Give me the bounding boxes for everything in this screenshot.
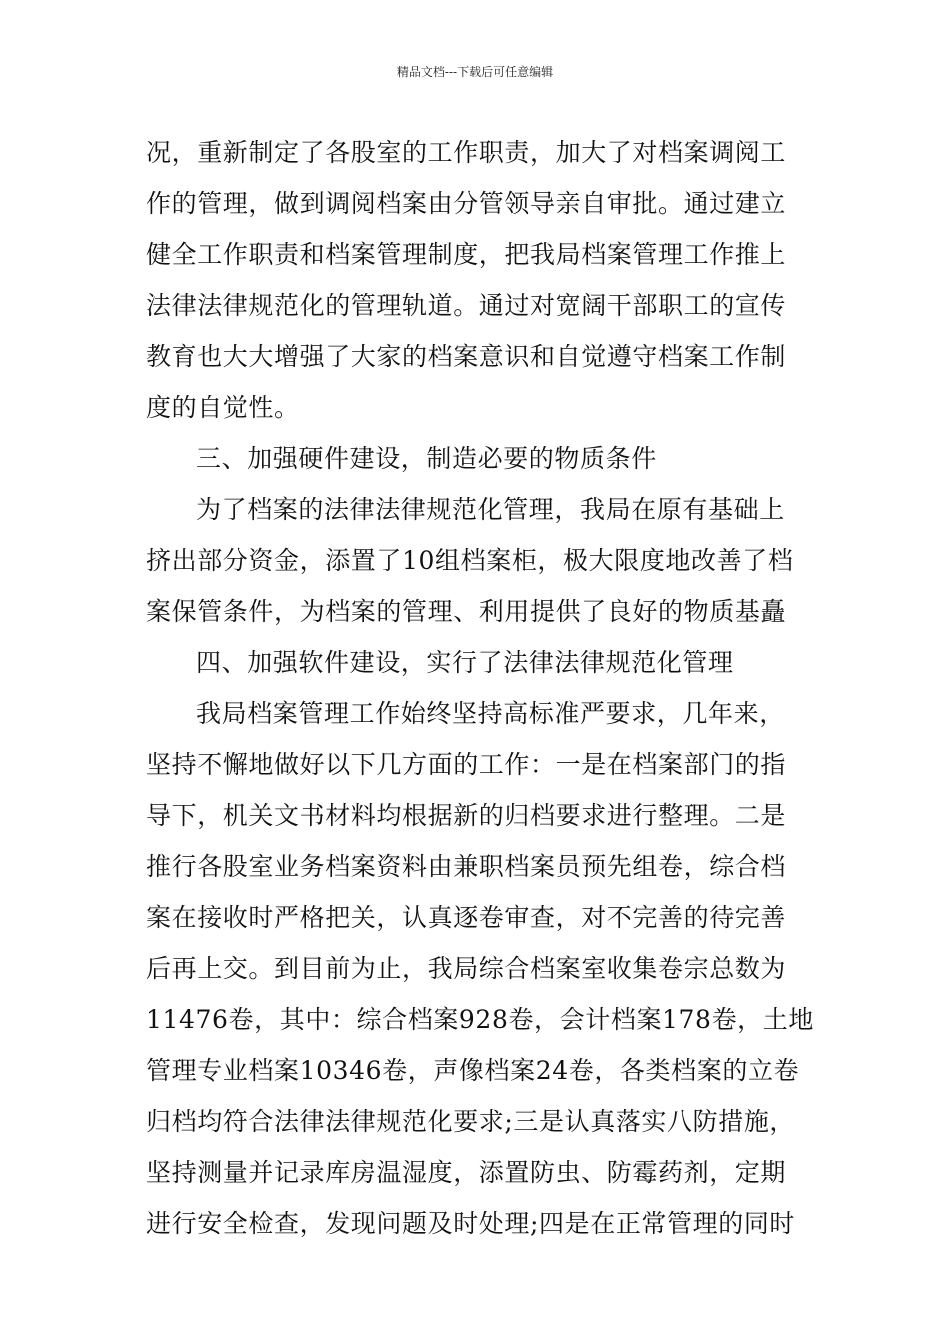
text-line: 作的管理，做到调阅档案由分管领导亲自审批。通过建立 [146,189,787,218]
text-line: 归档均符合法律法律规范化要求;三是认真落实八防措施， [146,1107,796,1136]
text-line: 教育也大大增强了大家的档案意识和自觉遵守档案工作制 [146,342,787,371]
text-line: 管理专业档案10346卷，声像档案24卷，各类档案的立卷 [146,1056,800,1085]
page-header: 精品文档---下载后可任意编辑 [396,65,554,79]
text-line: 11476卷，其中：综合档案928卷，会计档案178卷，土地 [146,1005,814,1034]
text-line: 度的自觉性。 [146,393,300,422]
document-body [146,127,816,1249]
text-line: 况，重新制定了各股室的工作职责，加大了对档案调阅工 [146,138,787,167]
section-heading-4: 四、加强软件建设，实行了法律法律规范化管理 [196,648,734,677]
text-line: 我局档案管理工作始终坚持高标准严要求，几年来， [196,699,785,728]
text-line: 坚持不懈地做好以下几方面的工作：一是在档案部门的指 [146,750,787,779]
text-line: 为了档案的法律法律规范化管理，我局在原有基础上 [196,495,785,524]
text-line: 健全工作职责和档案管理制度，把我局档案管理工作推上 [146,240,787,269]
text-line: 挤出部分资金，添置了10组档案柜，极大限度地改善了档 [146,546,794,575]
text-line: 案在接收时严格把关，认真逐卷审查，对不完善的待完善 [146,903,787,932]
text-line: 后再上交。到目前为止，我局综合档案室收集卷宗总数为 [146,954,787,983]
text-line: 案保管条件，为档案的管理、利用提供了良好的物质基矗 [146,597,787,626]
section-heading-3: 三、加强硬件建设，制造必要的物质条件 [196,444,657,473]
text-line: 推行各股室业务档案资料由兼职档案员预先组卷，综合档 [146,852,787,881]
text-line: 进行安全检查，发现问题及时处理;四是在正常管理的同时 [146,1209,796,1238]
text-line: 法律法律规范化的管理轨道。通过对宽阔干部职工的宣传 [146,291,787,320]
text-line: 坚持测量并记录库房温湿度，添置防虫、防霉药剂，定期 [146,1158,787,1187]
text-line: 导下，机关文书材料均根据新的归档要求进行整理。二是 [146,801,787,830]
